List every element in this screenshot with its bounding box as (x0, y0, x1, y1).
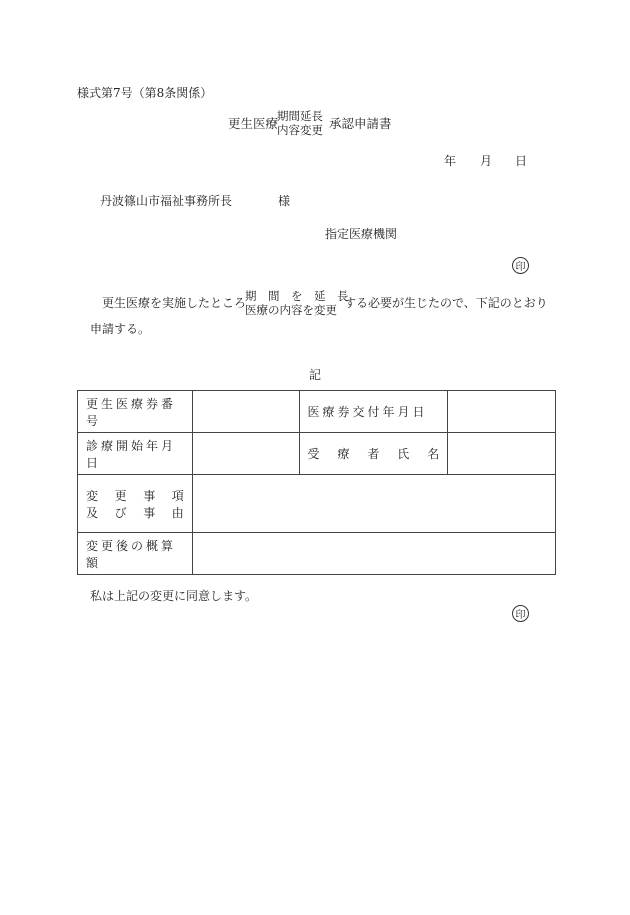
table-row (78, 475, 556, 533)
body-suffix: する必要が生じたので、下記のとおり (344, 296, 548, 310)
ticket-issue-date-label: 医療券交付年月日 (299, 391, 448, 433)
start-date-field[interactable] (192, 433, 299, 475)
ticket-issue-date-field[interactable] (448, 391, 556, 433)
application-table (77, 390, 556, 575)
body-option-change: 医療の内容を変更 (245, 303, 337, 317)
applicant-label: 指定医療機関 (325, 227, 398, 241)
title-option-change: 内容変更 (277, 123, 323, 137)
label-char: 項 (171, 488, 184, 503)
addressee-name: 丹波篠山市福祉事務所長 (100, 194, 233, 208)
ki-heading: 記 (309, 368, 322, 382)
seal-mark-applicant: 印 (512, 257, 529, 274)
body-option-extend: 期 間 を 延 長 (245, 289, 349, 303)
label-char: 事 (143, 488, 156, 503)
seal-mark-consent: 印 (512, 605, 529, 622)
date-year: 年 (444, 154, 457, 168)
label-char: 更 (114, 488, 127, 503)
patient-name-field[interactable] (448, 433, 556, 475)
body-prefix: 更生医療を実施したところ (102, 296, 247, 310)
form-number: 様式第7号（第8条関係） (77, 86, 213, 100)
label-char: 事 (143, 505, 156, 520)
estimated-amount-label: 変更後の概算額 (78, 533, 193, 575)
date-day: 日 (515, 154, 528, 168)
change-items-field[interactable] (192, 475, 555, 533)
label-char: 及 (86, 505, 99, 520)
table-row (78, 433, 556, 475)
addressee-honorific: 様 (278, 194, 291, 208)
label-char: 療 (337, 447, 350, 461)
change-items-label (78, 475, 193, 533)
label-char: 者 (367, 447, 380, 461)
start-date-label: 診療開始年月日 (78, 433, 193, 475)
title-option-extend: 期間延長 (277, 109, 323, 123)
ticket-number-label: 更生医療券番号 (78, 391, 193, 433)
title-prefix: 更生医療 (228, 116, 279, 131)
table-row (78, 391, 556, 433)
table-row (78, 533, 556, 575)
label-char: 由 (171, 505, 184, 520)
title-suffix: 承認申請書 (329, 116, 392, 131)
date-month: 月 (480, 154, 493, 168)
consent-text: 私は上記の変更に同意します。 (90, 589, 258, 603)
label-char: 変 (86, 488, 99, 503)
label-char: 名 (427, 447, 440, 461)
label-char: び (114, 505, 127, 520)
estimated-amount-field[interactable] (192, 533, 555, 575)
patient-name-label (299, 433, 448, 475)
label-char: 氏 (397, 447, 410, 461)
body-line2: 申請する。 (90, 322, 151, 336)
label-char: 受 (307, 447, 320, 461)
ticket-number-field[interactable] (192, 391, 299, 433)
